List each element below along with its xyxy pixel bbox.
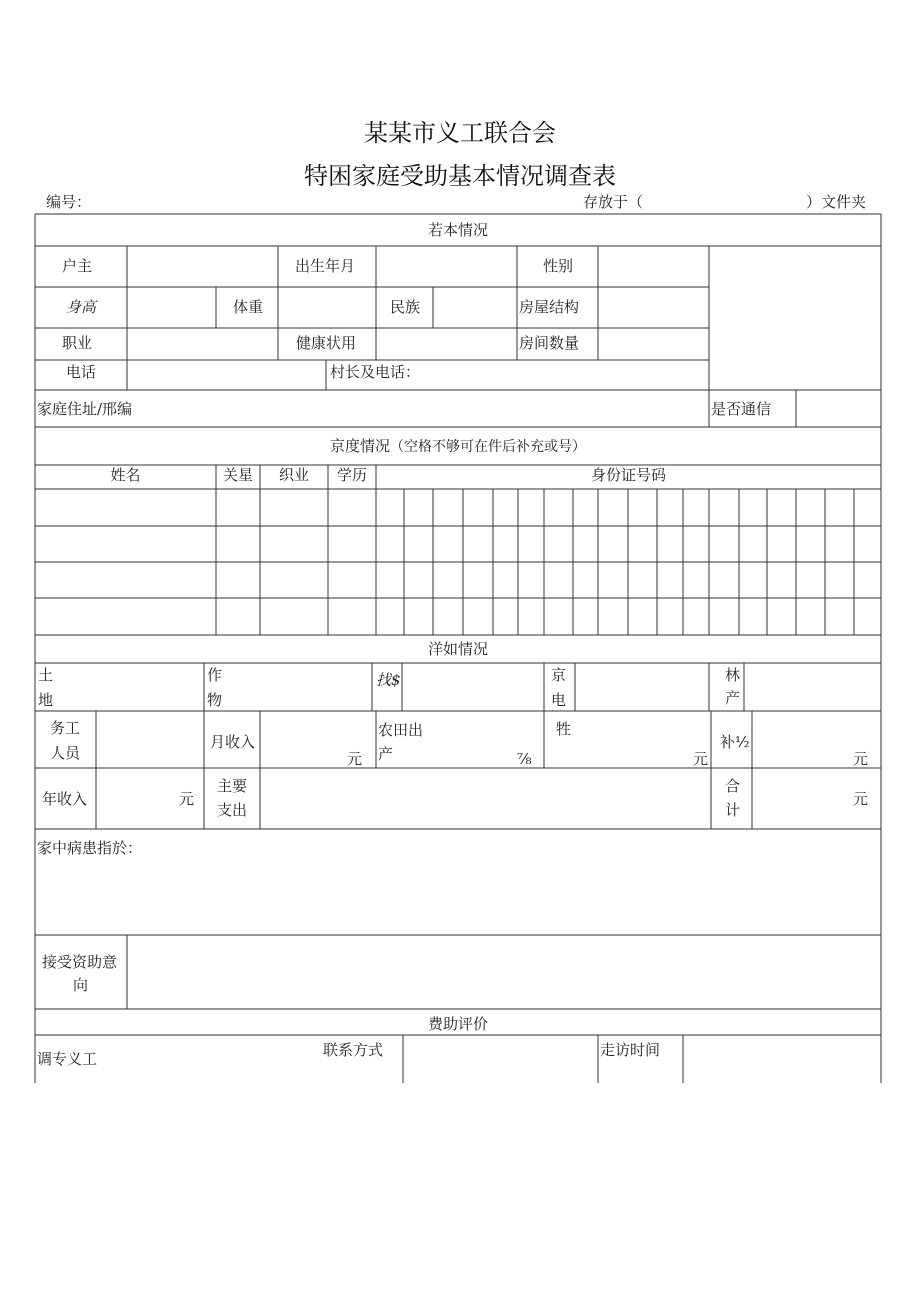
- number-label: 编号：: [46, 193, 92, 211]
- col-relation-header: 关星: [222, 466, 253, 484]
- find-label: 找$: [376, 671, 401, 689]
- householder-label: 户主: [62, 257, 93, 275]
- labor-label-2: 人员: [50, 744, 81, 762]
- ethnicity-label: 民族: [390, 298, 421, 316]
- family-section-note: （空格不够可在件后补充或号）: [390, 439, 586, 455]
- total-label-1: 合: [725, 777, 741, 795]
- contact-label: 联系方式: [323, 1041, 384, 1059]
- farm-output-label-2: 产: [378, 745, 394, 763]
- col-job-header: 织业: [278, 466, 309, 484]
- visit-time-label: 走访时间: [600, 1041, 661, 1059]
- store-label: 存放于（: [583, 193, 644, 211]
- jing-label-1: 京: [551, 666, 567, 684]
- forest-label-1: 林: [725, 666, 741, 684]
- col-edu-header: 学历: [336, 466, 367, 484]
- labor-label-1: 务工: [50, 719, 81, 737]
- total-unit: 元: [853, 790, 869, 808]
- illness-label: 家中病患指於：: [37, 839, 143, 857]
- annual-income-unit: 元: [179, 790, 195, 808]
- evaluation-section-title: 费助评价: [427, 1015, 488, 1033]
- house-structure-label: 房屋结构: [519, 298, 580, 316]
- family-section-name: 京度情况: [329, 437, 390, 455]
- land-label-1: 土: [38, 666, 54, 684]
- subsidy-label: 补½: [720, 733, 750, 751]
- land-label-2: 地: [38, 691, 54, 709]
- room-count-label: 房间数量: [519, 334, 580, 352]
- col-id-header: 身份证号码: [590, 466, 666, 484]
- economy-section-title: 洋如情况: [427, 640, 488, 658]
- aid-intent-label-2: 向: [73, 976, 89, 994]
- weight-label: 体重: [233, 298, 264, 316]
- annual-income-label: 年收入: [42, 790, 88, 808]
- occupation-label: 职业: [62, 334, 93, 352]
- org-title: 某某市义工联合会: [364, 119, 556, 147]
- farm-output-unit: ⅞: [517, 750, 532, 768]
- form-title: 特困家庭受助基本情况调查表: [304, 162, 616, 190]
- main-expense-label-1: 主要: [217, 777, 248, 795]
- col-name-header: 姓名: [110, 466, 141, 484]
- gender-label: 性别: [543, 257, 574, 275]
- crop-label-1: 作: [207, 666, 223, 684]
- village-head-label: 村长及电话：: [330, 363, 421, 381]
- monthly-income-label: 月收入: [210, 733, 256, 751]
- basic-section-title: 若本情况: [427, 221, 488, 239]
- height-label: 身高: [66, 298, 97, 316]
- phone-label: 电话: [66, 363, 97, 381]
- birth-date-label: 出生年月: [295, 257, 356, 275]
- livestock-label: 牲: [556, 720, 572, 738]
- volunteer-label: 调专义工: [37, 1050, 98, 1068]
- health-label: 健康状用: [296, 334, 357, 352]
- farm-output-label-1: 农田出: [378, 721, 424, 739]
- crop-label-2: 物: [207, 691, 223, 709]
- main-expense-label-2: 支出: [217, 801, 248, 819]
- family-section-title: [35, 438, 881, 456]
- jing-label-2: 电: [551, 691, 567, 709]
- subsidy-unit: 元: [853, 750, 869, 768]
- address-label: 家庭住址/邢编: [37, 400, 133, 418]
- monthly-income-unit: 元: [347, 750, 363, 768]
- aid-intent-label-1: 接受资助意: [42, 953, 118, 971]
- connected-label: 是否通信: [711, 400, 772, 418]
- total-label-2: 计: [725, 801, 741, 819]
- folder-label: ）文件夹: [806, 193, 867, 211]
- forest-label-2: 产: [725, 689, 741, 707]
- livestock-unit: 元: [693, 750, 709, 768]
